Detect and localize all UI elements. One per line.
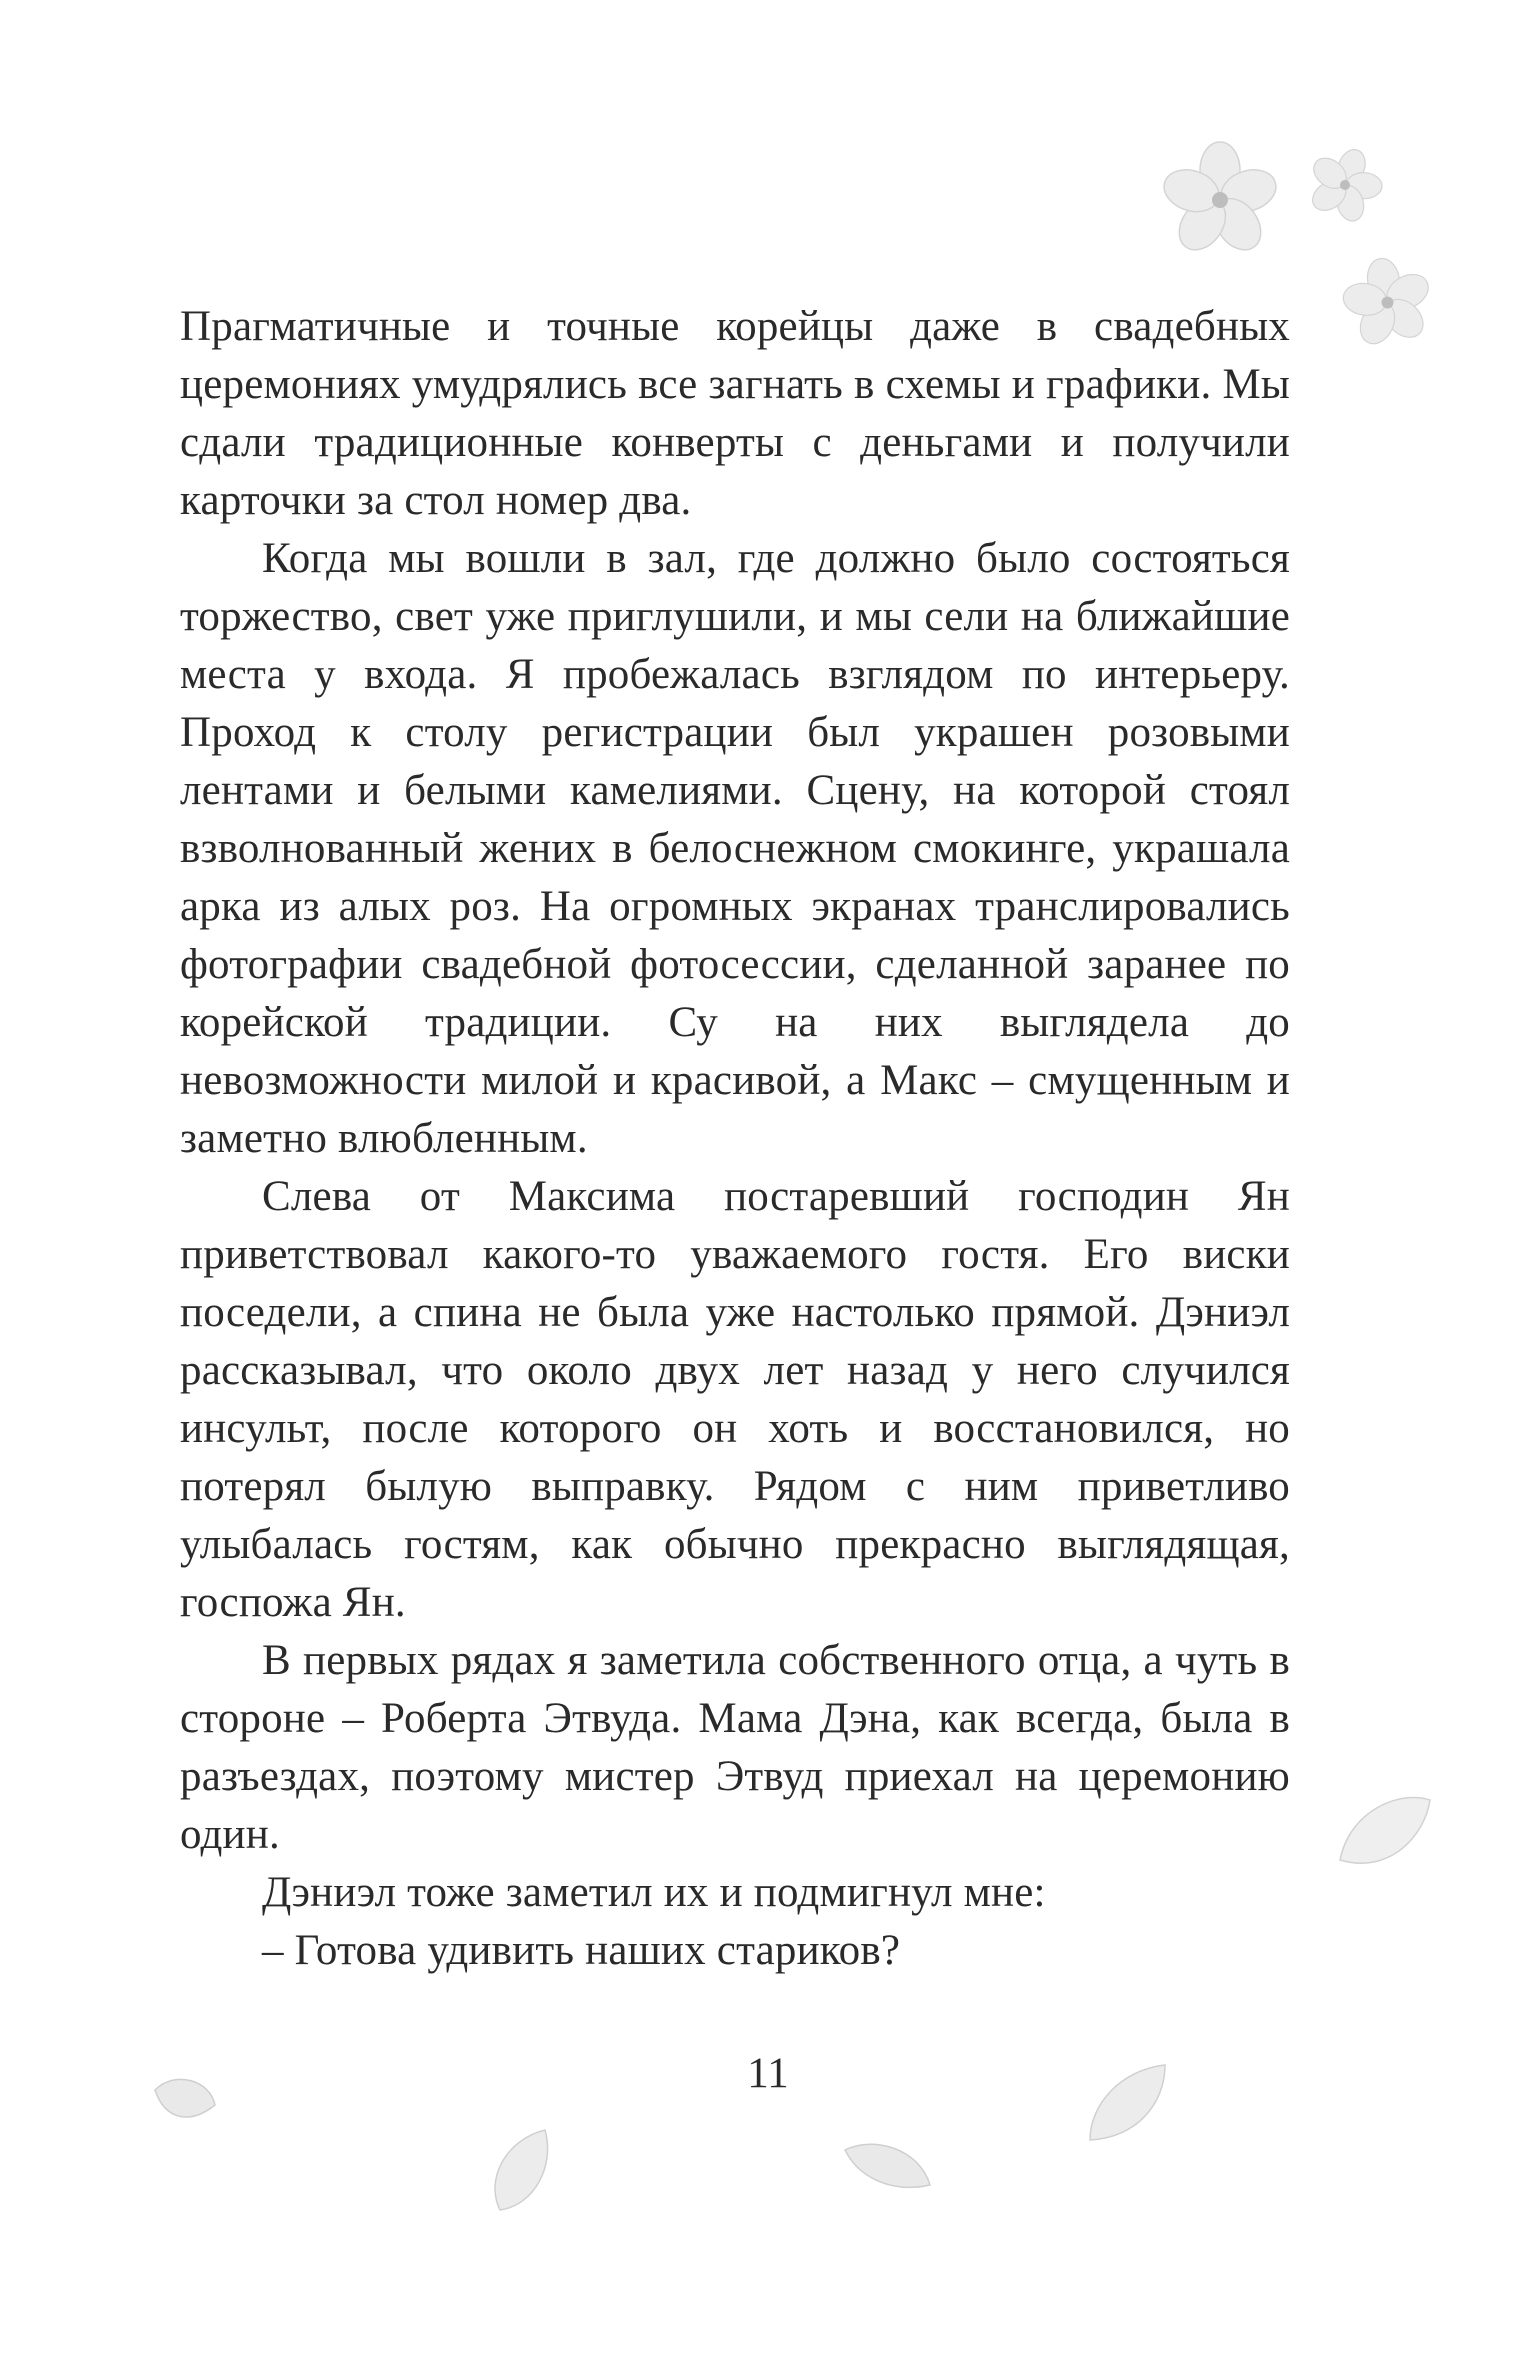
petal-icon [480, 2125, 560, 2215]
paragraph: Когда мы вошли в зал, где должно было состояться торжество, свет уже приглушили, и мы сели на ближайшие места у входа. Я пробежалась взглядом по интерьеру. Проход к столу регистрации был украшен розовыми лентами и белыми камелиями. Сцену, на которой стоял взволнованный жених в белоснежном смокинге, украшала арка из алых роз. На огромных экранах транслировались фотографии свадебной фотосессии, сделанной заранее по корейской традиции. Су на них выглядела до невозможности милой и красивой, а Макс – смущенным и заметно влюбленным. [180, 535, 1290, 1162]
paragraph: Дэниэл тоже заметил их и подмигнул мне: [262, 1869, 1046, 1916]
page-number: 11 [747, 2050, 789, 2097]
paragraph: В первых рядах я заметила собственного отца, а чуть в стороне – Роберта Этвуда. Мама Дэна, как всегда, была в разъездах, поэтому мистер Этвуд приехал на церемонию один. [180, 1637, 1290, 1858]
blossom-icon [1340, 255, 1435, 350]
petal-icon [840, 2135, 935, 2195]
dialogue-line: – Готова удивить наших стариков? [262, 1927, 901, 1974]
paragraph: Прагматичные и точные корейцы даже в свадебных церемониях умудрялись все загнать в схемы и графики. Мы сдали традиционные конверты с деньгами и получили карточки за стол номер два. [180, 303, 1290, 524]
blossom-icon [1305, 145, 1385, 225]
petal-icon [1330, 1790, 1440, 1880]
paragraph: Слева от Максима постаревший господин Ян приветствовал какого-то уважаемого гостя. Его виски поседели, а спина не была уже настолько прямой. Дэниэл рассказывал, что около двух лет назад у него случился инсульт, после которого он хоть и восстановился, но потерял былую выправку. Рядом с ним приветливо улыбалась гостям, как обычно прекрасно выглядящая, госпожа Ян. [180, 1173, 1290, 1626]
body-text [180, 298, 1290, 1980]
blossom-icon [1160, 140, 1280, 260]
